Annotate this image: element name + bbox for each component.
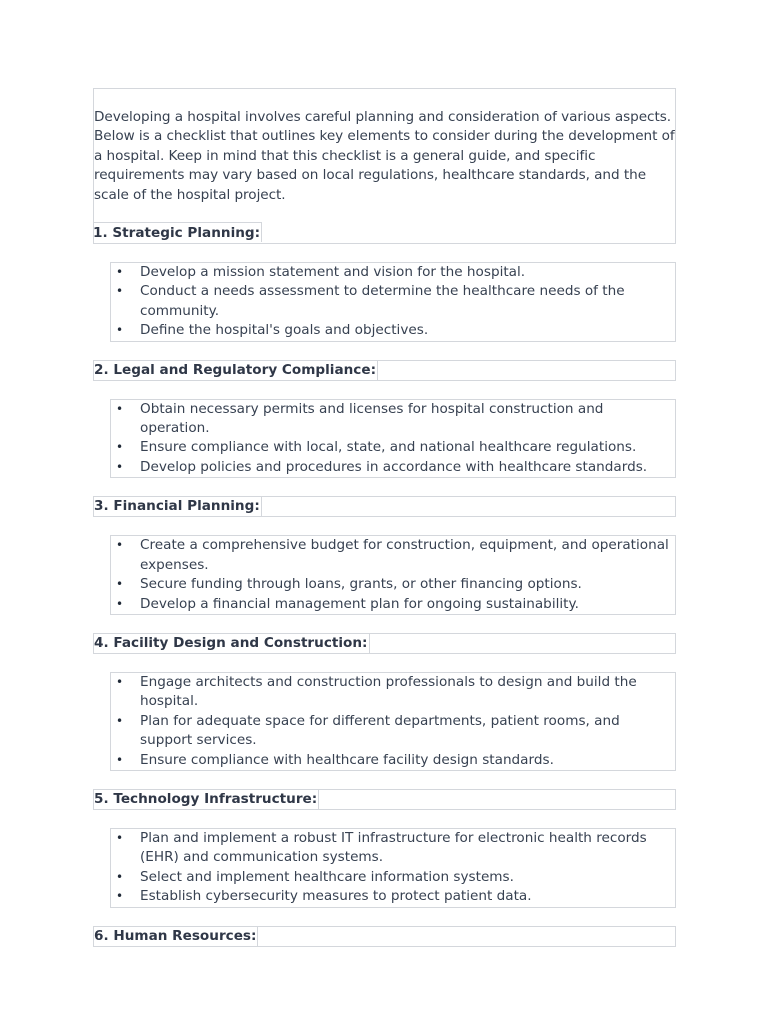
- section-list-5: [110, 828, 676, 908]
- list-item: • Define the hospital's goals and objectives.: [111, 321, 675, 340]
- section-heading-text: 5. Technology Infrastructure:: [94, 790, 318, 807]
- list-item: • Obtain necessary permits and licenses for hospital construction and operation.: [116, 400, 604, 437]
- intro-block: [93, 88, 676, 244]
- bullet-icon: •: [116, 265, 124, 280]
- section-heading-5: [93, 789, 676, 810]
- list-item: • Plan for adequate space for different departments, patient rooms, and support services.: [116, 712, 620, 749]
- section-list-3: [110, 535, 676, 615]
- section-heading-6: [93, 926, 676, 947]
- bullet-icon: •: [116, 674, 124, 689]
- bullet-icon: •: [116, 596, 124, 611]
- section-list-2: [110, 399, 676, 479]
- section-list-1: [110, 262, 676, 342]
- bullet-icon: •: [116, 577, 124, 592]
- bullet-icon: •: [116, 284, 124, 299]
- list-item: • Plan and implement a robust IT infrastructure for electronic health records (EHR) and communication systems.: [116, 829, 647, 866]
- section-list-4: [110, 672, 676, 771]
- bullet-icon: •: [116, 440, 124, 455]
- list-item: • Ensure compliance with healthcare facility design standards.: [111, 751, 675, 770]
- bullet-icon: •: [116, 323, 124, 338]
- list-item: • Develop a mission statement and vision for the hospital.: [111, 263, 675, 282]
- list-item: • Conduct a needs assessment to determine the healthcare needs of the community.: [116, 283, 625, 319]
- section-heading-text: 6. Human Resources:: [94, 927, 257, 944]
- list-item: • Engage architects and construction professionals to design and build the hospital.: [116, 673, 637, 710]
- bullet-icon: •: [116, 830, 124, 845]
- section-heading-text: 3. Financial Planning:: [94, 498, 260, 515]
- intro-paragraph: Developing a hospital involves careful planning and consideration of various aspects. Below is a checklist that outlines key elements to consider during the development of a hospital. Keep in mind that this checklist is a general guide, and specific requirements may vary based on local regulations, healthcare standards, and the scale of the hospital project.: [94, 109, 675, 203]
- section-heading-text: 4. Facility Design and Construction:: [94, 634, 368, 651]
- section-heading-text: 2. Legal and Regulatory Compliance:: [94, 361, 377, 378]
- document-body: [93, 88, 676, 947]
- bullet-icon: •: [116, 401, 124, 416]
- section-heading-4: [93, 633, 676, 654]
- list-item: • Develop a financial management plan for ongoing sustainability.: [111, 595, 675, 614]
- bullet-icon: •: [116, 459, 124, 474]
- list-item: • Create a comprehensive budget for construction, equipment, and operational expenses.: [116, 537, 669, 573]
- list-item: • Establish cybersecurity measures to protect patient data.: [111, 887, 675, 906]
- section-heading-1: [94, 222, 262, 243]
- list-item: • Develop policies and procedures in accordance with healthcare standards.: [111, 458, 675, 477]
- bullet-icon: •: [116, 869, 124, 884]
- bullet-icon: •: [116, 889, 124, 904]
- list-item: • Select and implement healthcare information systems.: [111, 868, 675, 887]
- list-item: • Secure funding through loans, grants, or other financing options.: [111, 575, 675, 594]
- section-heading-text: 1. Strategic Planning:: [93, 222, 262, 242]
- bullet-icon: •: [116, 713, 124, 728]
- section-heading-2: [93, 360, 676, 381]
- bullet-icon: •: [116, 752, 124, 767]
- bullet-icon: •: [116, 538, 124, 553]
- list-item: • Ensure compliance with local, state, and national healthcare regulations.: [111, 438, 675, 457]
- section-heading-3: [93, 496, 676, 517]
